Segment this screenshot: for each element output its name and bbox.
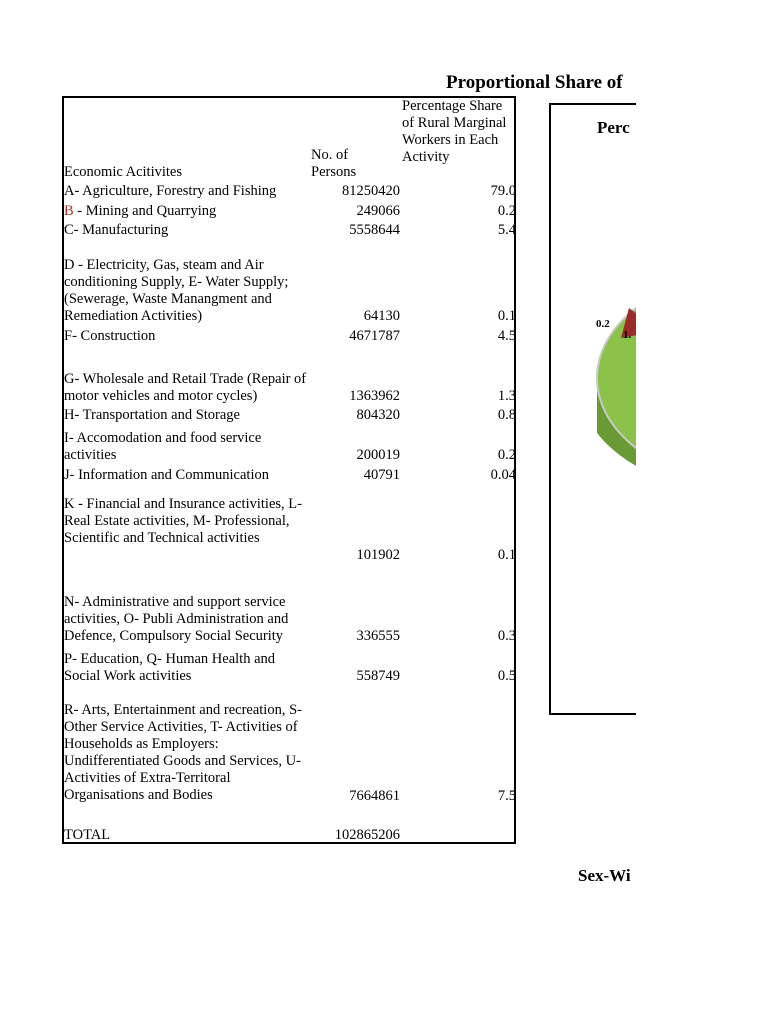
row-label: D - Electricity, Gas, steam and Air conditioning Supply, E- Water Supply; (Sewerage, Waste Manangment and Remediation Activities) [64,257,289,324]
row-persons: 81250420 [342,183,400,199]
row-share: 0.8 [497,407,516,423]
chart-title: Perc [597,118,630,137]
row-label: C- Manufacturing [64,222,169,238]
row-share: 0.1 [497,308,516,324]
row-share: 5.4 [497,222,516,238]
header-economic-activities: Economic Acitivites [64,164,182,180]
row-share: 0.2 [497,447,516,463]
economic-activities-table [62,96,516,844]
header-no-of-persons: No. of Persons [311,147,357,180]
row-label [64,203,310,220]
row-label: K - Financial and Insurance activities, L- Real Estate activities, M- Professional, Scientific and Technical activities [64,496,302,546]
pie-chart [549,103,636,717]
row-share: 7.5 [497,788,516,804]
total-persons: 102865206 [334,827,400,843]
row-persons: 200019 [356,447,400,463]
row-persons: 7664861 [349,788,400,804]
page-title: Proportional Share of [446,72,623,93]
pie-chart-panel [549,103,636,717]
row-label: G- Wholesale and Retail Trade (Repair of motor vehicles and motor cycles) [64,371,307,404]
row-persons: 40791 [363,467,400,483]
row-persons: 558749 [356,668,400,684]
row-persons: 101902 [356,547,400,563]
row-label: J- Information and Communication [64,467,269,483]
row-share: 0.04 [490,467,516,483]
pie-label-other: 1. [623,329,632,341]
header-percentage-share: Percentage Share of Rural Marginal Workers in Each Activity [402,98,507,165]
pie-label-mining: 0.2 [596,318,610,330]
row-share: 4.5 [497,328,516,344]
row-share: 0.5 [497,668,516,684]
row-share: 1.3 [497,388,516,404]
row-share: 0.2 [497,203,516,219]
row-label-text: - Mining and Quarrying [73,203,217,219]
row-label-prefix: B [64,203,74,219]
row-persons: 336555 [356,628,400,644]
row-persons: 64130 [363,308,400,324]
row-share: 0.1 [497,547,516,563]
row-label: I- Accomodation and food service activities [64,430,262,463]
row-label: R- Arts, Entertainment and recreation, S- Other Service Activities, T- Activities of Households as Employers: Undifferentiated Goods and Services, U- Activities of Extra-Territoral Organisations and Bodies [64,702,302,803]
row-persons: 1363962 [349,388,400,404]
row-persons: 804320 [356,407,400,423]
section-subtitle: Sex-Wi [578,866,631,885]
row-persons: 4671787 [349,328,400,344]
row-label: N- Administrative and support service activities, O- Publi Administration and Defence, Compulsory Social Security [64,594,289,644]
row-share: 0.3 [497,628,516,644]
row-label: P- Education, Q- Human Health and Social Work activities [64,651,276,684]
row-label: A- Agriculture, Forestry and Fishing [64,183,277,199]
row-persons: 249066 [356,203,400,219]
row-label: F- Construction [64,328,156,344]
row-persons: 5558644 [349,222,400,238]
row-share: 79.0 [490,183,516,199]
row-label: H- Transportation and Storage [64,407,240,423]
total-label: TOTAL [64,827,111,843]
